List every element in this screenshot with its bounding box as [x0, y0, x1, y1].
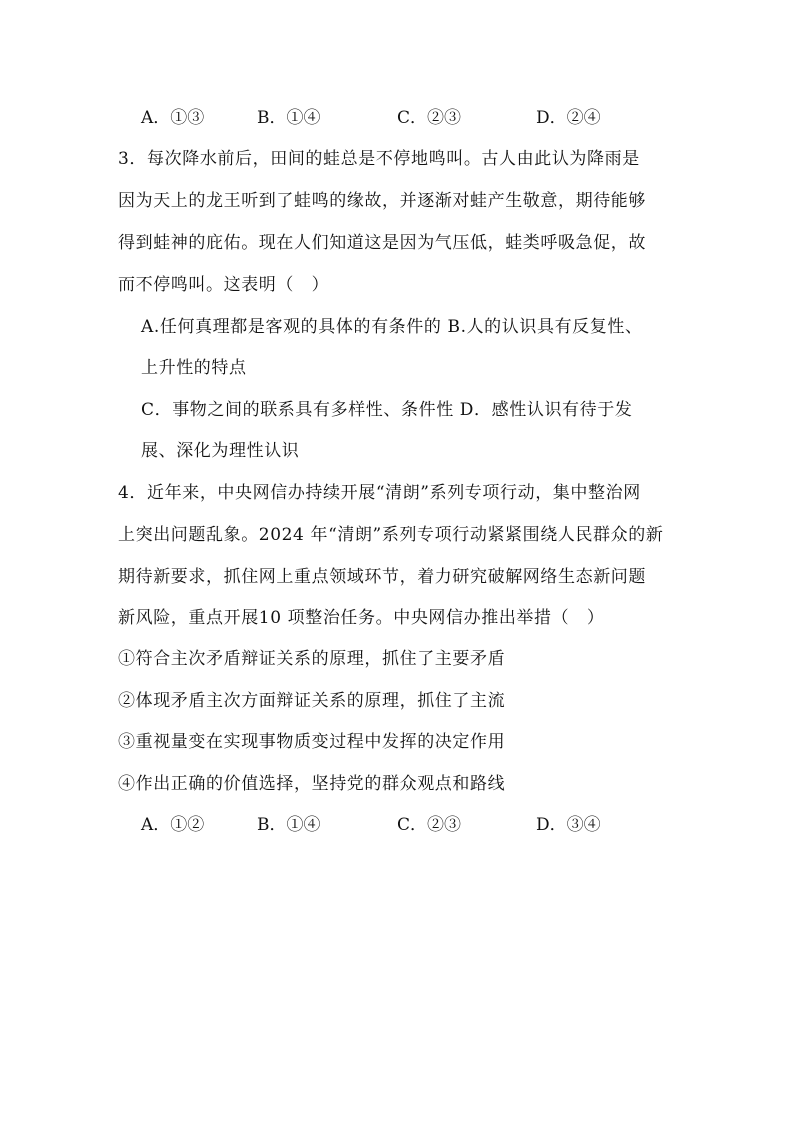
- q4-option-c: C．②③: [397, 815, 462, 835]
- q3-option-line: A.任何真理都是客观的具体的有条件的 B.人的认识具有反复性、: [141, 317, 643, 337]
- q4-stem-line: 4．近年来，中央网信办持续开展“清朗”系列专项行动，集中整治网: [118, 483, 641, 503]
- q4-statement: ④作出正确的价值选择，坚持党的群众观点和路线: [118, 774, 506, 794]
- q4-statement: ①符合主次矛盾辩证关系的原理，抓住了主要矛盾: [118, 649, 506, 669]
- q4-stem-line: 上突出问题乱象。2024 年“清朗”系列专项行动紧紧围绕人民群众的新: [118, 525, 664, 545]
- q3-stem-line: 3．每次降水前后，田间的蛙总是不停地鸣叫。古人由此认为降雨是: [118, 149, 640, 169]
- q2-option-a: A．①③: [141, 108, 205, 128]
- q4-option-b: B．①④: [257, 815, 321, 835]
- q4-stem-line: 期待新要求，抓住网上重点领域环节，着力研究破解网络生态新问题: [118, 567, 646, 587]
- q3-stem-line: 因为天上的龙王听到了蛙鸣的缘故，并逐渐对蛙产生敬意，期待能够: [118, 191, 646, 211]
- q3-stem-line: 而不停鸣叫。这表明（ ）: [118, 275, 330, 295]
- q2-option-b: B．①④: [257, 108, 321, 128]
- q3-option-line: C．事物之间的联系具有多样性、条件性 D．感性认识有待于发: [141, 400, 633, 420]
- q4-stem-line: 新风险，重点开展10 项整治任务。中央网信办推出举措（ ）: [118, 608, 605, 628]
- q4-option-a: A．①②: [141, 815, 205, 835]
- q2-option-d: D．②④: [536, 108, 601, 128]
- q4-statement: ②体现矛盾主次方面辩证关系的原理，抓住了主流: [118, 691, 506, 711]
- q2-option-c: C．②③: [397, 108, 462, 128]
- q4-option-d: D．③④: [536, 815, 601, 835]
- q3-stem-line: 得到蛙神的庇佑。现在人们知道这是因为气压低，蛙类呼吸急促，故: [118, 233, 646, 253]
- q3-option-line: 展、深化为理性认识: [141, 441, 300, 461]
- q4-statement: ③重视量变在实现事物质变过程中发挥的决定作用: [118, 732, 506, 752]
- q3-option-line: 上升性的特点: [141, 358, 247, 378]
